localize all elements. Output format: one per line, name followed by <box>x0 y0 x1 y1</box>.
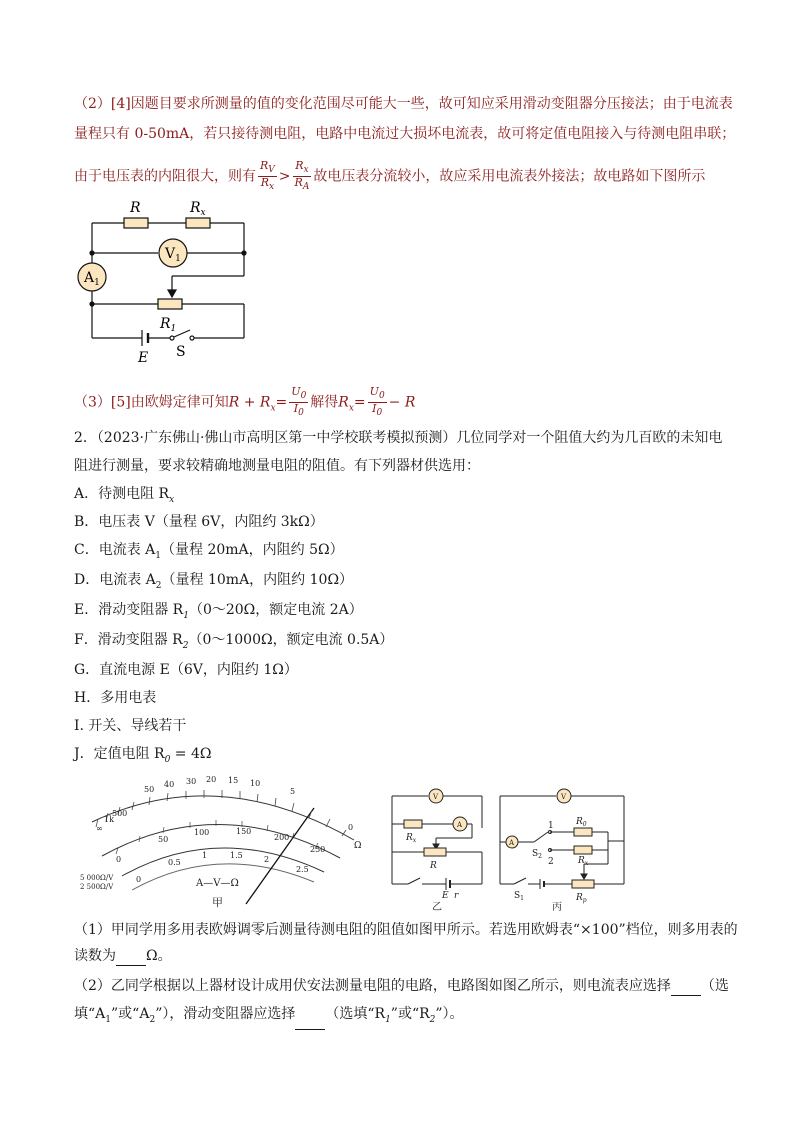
bing-label-rp <box>575 893 587 904</box>
option-e-tail: （0～20Ω，额定电流 2A） <box>188 602 363 618</box>
option-g: G．直流电源 E（6V，内阻约 1Ω） <box>74 662 298 678</box>
option-j-text: J．定值电阻 R <box>74 746 165 762</box>
option-f-sub: 2 <box>182 640 189 651</box>
sub1-line2-pre: 读数为 <box>74 948 116 964</box>
frac-den: I <box>372 402 377 416</box>
bing-label-s1-sub: 1 <box>520 895 524 902</box>
part2-line3 <box>74 160 705 193</box>
sub1-line2 <box>74 946 172 966</box>
inner-tick-5: 2.5 <box>296 865 309 874</box>
mid-tick-5: 250 <box>310 845 326 854</box>
eq1-lhs: R + R <box>228 394 271 411</box>
circuit-diagram-bing <box>496 786 630 912</box>
dial-arc-inner <box>122 848 324 876</box>
option-d <box>74 570 353 596</box>
meter-needle <box>246 808 314 904</box>
part3-mid: 解得 <box>310 394 339 411</box>
resistor-r <box>124 218 148 228</box>
rheostat-r1 <box>158 299 182 309</box>
mid-tick-2: 100 <box>194 828 210 837</box>
label-r1-main: R <box>160 316 171 332</box>
frac-den: I <box>293 402 299 416</box>
part3-line <box>74 386 415 419</box>
label-r1-sub: 1 <box>170 324 177 334</box>
yi-rheostat <box>424 848 446 856</box>
eq2-lhs: R <box>338 394 349 411</box>
frac-sub: 0 <box>378 391 385 402</box>
sub2-f: ”）。 <box>435 1006 464 1022</box>
frac-sub: x <box>269 182 275 193</box>
label-rx-sub: x <box>200 208 206 218</box>
sub1-line1: （1）甲同学用多用表欧姆调零后测量待测电阻的阻值如图甲所示。若选用欧姆表“×100”档位，则多用表的 <box>74 922 738 938</box>
bing-label-s1 <box>514 891 524 902</box>
gt-sign: > <box>278 168 291 185</box>
mid-tick-3: 150 <box>236 827 252 836</box>
option-e-sub: 1 <box>183 610 189 621</box>
option-c-sub: 1 <box>155 550 162 561</box>
frac-num: U <box>291 385 301 398</box>
option-e-text: E．滑动变阻器 R <box>74 602 184 618</box>
bing-label-s2-main: S <box>532 849 539 859</box>
label-rx-main: R <box>190 200 201 216</box>
resistor-rx <box>186 218 210 228</box>
part2-line2: 量程只有 0-50mA，若只接待测电阻，电路中电流过大损坏电流表，故可将定值电阻接入与待测电阻串联； <box>74 126 736 142</box>
omega-label: Ω <box>354 841 362 851</box>
bing-label-r0 <box>575 817 587 828</box>
frac-sub: x <box>303 165 309 176</box>
bing-label-s2-sub: 2 <box>538 853 542 860</box>
label-a1-main: A <box>84 270 95 286</box>
far-left-tick-1: 1k <box>104 815 114 824</box>
yi-resistor-rx <box>404 820 422 828</box>
answer-blank-ammeter[interactable] <box>671 981 701 996</box>
option-j <box>74 744 212 770</box>
option-d-text: D．电流表 A <box>74 572 156 588</box>
option-c <box>74 540 344 566</box>
option-a-text: A．待测电阻 R <box>74 486 170 502</box>
label-v1-main: V <box>165 246 176 262</box>
option-f <box>74 630 393 656</box>
frac-sub: 0 <box>298 408 304 419</box>
bing-label-s2 <box>532 849 542 860</box>
answer-blank-reading[interactable] <box>116 951 146 966</box>
bing-label-r0-main: R <box>576 817 583 827</box>
sub2-c: ”），滑动变阻器应选择 <box>155 1006 296 1022</box>
option-d-tail: （量程 10mA，内阻约 10Ω） <box>161 572 354 588</box>
option-c-tail: （量程 20mA，内阻约 5Ω） <box>161 542 344 558</box>
bing-label-2: 2 <box>548 857 554 867</box>
frac-den: R <box>260 176 269 190</box>
frac-num: R <box>260 159 269 172</box>
bing-label-r0-sub: 0 <box>582 821 587 828</box>
frac-sub: V <box>268 165 275 176</box>
sub2-b: ”或“A <box>111 1006 150 1022</box>
fraction-rv-rx <box>258 160 277 193</box>
label-e: E <box>138 350 149 366</box>
option-b: B．电压表 V（量程 6V，内阻约 3kΩ） <box>74 514 324 530</box>
bing-label-rp-sub: p <box>582 897 587 904</box>
eq2-lhs-sub: x <box>348 403 354 414</box>
inner-tick-0: 0 <box>136 875 142 884</box>
inner-tick-2: 1 <box>202 851 208 860</box>
eq-sign-2: = <box>353 394 366 411</box>
far-left-tick-0: ∞ <box>96 824 103 833</box>
option-e <box>74 600 363 626</box>
bing-label-a: A <box>509 839 515 847</box>
inner-tick-4: 2 <box>264 855 270 864</box>
meter-avo-label: A—V—Ω <box>196 878 239 889</box>
label-s: S <box>176 344 186 360</box>
eq1-lhs-sub: x <box>270 403 276 414</box>
top-tick-3: 20 <box>206 775 217 784</box>
part2-line1: （2）[4]因题目要求所测量的值的变化范围尽可能大一些，故可知应采用滑动变阻器分压接法；由于电流表 <box>74 96 733 112</box>
eq2-tail: − R <box>388 394 416 411</box>
dial-arc-outer <box>92 796 354 840</box>
caption-bing: 丙 <box>552 902 562 912</box>
bing-label-s1-main: S <box>514 891 521 901</box>
mid-tick-1: 50 <box>158 835 169 844</box>
bing-resistor-rx <box>574 846 592 854</box>
caption-yi: 乙 <box>432 902 442 912</box>
bing-label-rx <box>577 856 589 867</box>
yi-label-v: V <box>433 793 439 801</box>
option-c-text: C．电流表 A <box>74 542 156 558</box>
part2-line3-post: 故电压表分流较小，故应采用电流表外接法；故电路如下图所示 <box>313 168 706 185</box>
option-j-sub: 0 <box>164 754 171 765</box>
yi-label-r-internal: r <box>454 891 459 901</box>
bing-label-v: V <box>561 793 567 801</box>
label-rx <box>189 200 206 218</box>
meter-spec-2: 2 500Ω/V <box>80 883 114 891</box>
top-tick-6: 5 <box>290 787 296 796</box>
bing-label-rp-main: R <box>576 893 583 903</box>
sub1-line2-post: Ω。 <box>146 948 172 964</box>
top-tick-7: 0 <box>348 823 354 832</box>
frac-den: R <box>294 176 303 190</box>
bing-label-rx-main: R <box>578 856 585 866</box>
top-tick-4: 15 <box>228 776 239 785</box>
mid-tick-4: 200 <box>274 833 290 842</box>
option-d-sub: 2 <box>155 580 162 591</box>
option-h: H．多用电表 <box>74 690 157 706</box>
part2-line3-pre: 由于电压表的内阻很大，则有 <box>74 168 256 185</box>
option-i: I. 开关、导线若干 <box>74 718 187 734</box>
sub2-e-sub: 2 <box>429 1014 436 1025</box>
sub2-d-sub: 1 <box>385 1014 391 1025</box>
sub2-e: ”或“R <box>390 1006 430 1022</box>
frac-num: U <box>369 385 379 398</box>
yi-label-a: A <box>457 821 463 829</box>
label-r1 <box>159 316 176 334</box>
far-left-tick-2: 500 <box>112 809 128 818</box>
caption-jia: 甲 <box>212 896 223 909</box>
option-a <box>74 484 174 510</box>
fraction-rx-ra <box>293 160 312 193</box>
part3-pre: （3）[5]由欧姆定律可知 <box>74 394 229 411</box>
sub2-b-sub: 2 <box>149 1014 156 1025</box>
top-tick-2: 30 <box>186 777 197 786</box>
multimeter-dial <box>78 772 368 912</box>
option-j-tail: = 4Ω <box>170 746 212 762</box>
sub2-line1-pre: （2）乙同学根据以上器材设计成用伏安法测量电阻的电路，电路图如图乙所示，则电流表应选择 <box>74 978 671 994</box>
bing-label-1: 1 <box>548 821 554 831</box>
frac-num: R <box>295 159 304 172</box>
sub2-a-sub: 1 <box>105 1014 112 1025</box>
label-v1-sub: 1 <box>175 254 181 264</box>
q2-line2: 阻进行测量，要求较精确地测量电阻的阻值。有下列器材供选用： <box>74 458 480 474</box>
bing-resistor-r0 <box>574 828 592 836</box>
fraction-u0-i0 <box>289 386 308 419</box>
bing-rheostat-rp <box>572 880 594 888</box>
option-f-text: F．滑动变阻器 R <box>74 632 183 648</box>
sub2-line2 <box>74 1004 464 1030</box>
label-r: R <box>130 200 141 216</box>
label-a1-sub: 1 <box>94 278 100 288</box>
yi-label-rx-main: R <box>406 833 413 843</box>
frac-sub: A <box>302 182 310 193</box>
yi-label-rx <box>405 833 417 844</box>
sub2-a: 填“A <box>74 1006 106 1022</box>
mid-tick-0: 0 <box>116 855 122 864</box>
circuit-diagram-1 <box>74 190 254 370</box>
top-tick-1: 40 <box>164 780 175 789</box>
top-tick-0: 50 <box>144 785 155 794</box>
inner-tick-1: 0.5 <box>168 858 181 867</box>
meter-spec-1: 5 000Ω/V <box>80 874 114 882</box>
frac-sub: 0 <box>376 408 383 419</box>
circuit-diagram-yi <box>388 786 488 912</box>
yi-label-r: R <box>430 861 437 871</box>
eq-sign: = <box>275 394 288 411</box>
sub2-line1 <box>74 976 729 996</box>
q2-line1: 2．（2023·广东佛山·佛山市高明区第一中学校联考模拟预测）几位同学对一个阻值大约为几百欧的未知电 <box>74 430 723 446</box>
yi-label-e: E <box>442 891 449 901</box>
bing-label-rx-sub: x <box>584 860 589 867</box>
fraction-u0-i0-2 <box>368 386 387 419</box>
sub2-line1-post: （选 <box>700 978 729 994</box>
option-a-sub: x <box>169 494 175 505</box>
inner-tick-3: 1.5 <box>230 851 243 860</box>
sub2-d: （选填“R <box>325 1006 386 1022</box>
dial-arc-mid <box>102 824 340 858</box>
top-tick-5: 10 <box>250 779 261 788</box>
frac-sub: 0 <box>300 391 307 402</box>
yi-label-rx-sub: x <box>412 837 417 844</box>
option-f-tail: （0～1000Ω，额定电流 0.5A） <box>188 632 394 648</box>
answer-blank-rheostat[interactable] <box>295 1015 325 1030</box>
